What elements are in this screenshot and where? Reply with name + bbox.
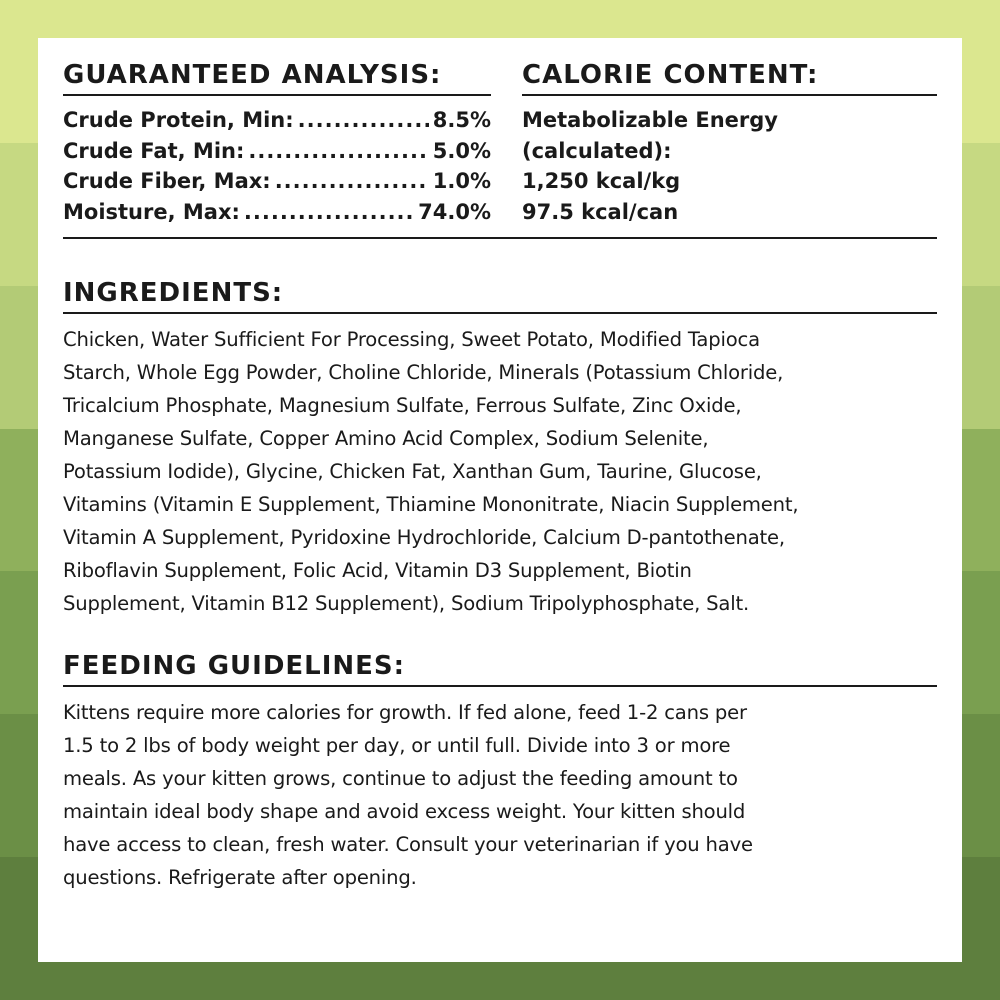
ingredients-rule (63, 312, 937, 314)
leader-dots (244, 200, 414, 224)
analysis-label: Crude Fat, Min: (63, 138, 245, 163)
analysis-value: 8.5% (432, 108, 491, 132)
feeding-guidelines-text: Kittens require more calories for growth. If fed alone, feed 1-2 cans per 1.5 to 2 lbs of body weight per day, or until full. Divide into 3 or more meals. As your kitten grows, continue to adjust the feeding amount to maintain ideal body shape and avoid excess weight. Your kitten should have access to clean, fresh water. Consult your veterinarian if you have questions. Refrigerate after opening. (63, 701, 753, 889)
analysis-value: 1.0% (432, 169, 491, 193)
leader-dots (298, 108, 429, 132)
ingredients-text: Chicken, Water Sufficient For Processing, Sweet Potato, Modified Tapioca Starch, Whole Egg Powder, Choline Chloride, Minerals (Potassium Chloride, Tricalcium Phosphate, Magnesium Sulfate, Ferrous Sulfate, Zinc Oxide, Manganese Sulfate, Copper Amino Acid Complex, Sodium Selenite, Potassium Iodide), Glycine, Chicken Fat, Xanthan Gum, Taurine, Glucose, Vitamins (Vitamin E Supplement, Thiamine Mononitrate, Niacin Supplement, Vitamin A Supplement, Pyridoxine Hydrochloride, Calcium D-pantothenate, Riboflavin Supplement, Folic Acid, Vitamin D3 Supplement, Biotin Supplement, Vitamin B12 Supplement), Sodium Tripolyphosphate, Salt. (63, 328, 799, 615)
section-divider-rule (63, 237, 937, 239)
analysis-label: Moisture, Max: (63, 199, 240, 224)
guaranteed-analysis-heading: GUARANTEED ANALYSIS: (63, 60, 442, 90)
guaranteed-analysis-table (63, 108, 491, 230)
calorie-content-heading: CALORIE CONTENT: (522, 60, 819, 90)
calorie-content-rule (522, 94, 937, 96)
analysis-label: Crude Fiber, Max: (63, 169, 271, 193)
ingredients-heading: INGREDIENTS: (63, 278, 284, 308)
analysis-row (63, 139, 491, 170)
analysis-value: 5.0% (432, 138, 491, 163)
leader-dots (248, 139, 428, 163)
feeding-guidelines-rule (63, 685, 937, 687)
analysis-row (63, 200, 491, 231)
analysis-row (63, 108, 491, 139)
feeding-guidelines-heading: FEEDING GUIDELINES: (63, 651, 406, 681)
analysis-row (63, 169, 491, 200)
leader-dots (275, 169, 429, 193)
calorie-line: Metabolizable Energy (522, 108, 778, 132)
calorie-content-block (522, 108, 922, 230)
label-panel (38, 38, 962, 962)
calorie-line: 97.5 kcal/can (522, 199, 679, 224)
guaranteed-analysis-rule (63, 94, 491, 96)
analysis-label: Crude Protein, Min: (63, 108, 294, 132)
calorie-line: (calculated): (522, 138, 672, 163)
calorie-line: 1,250 kcal/kg (522, 169, 681, 193)
analysis-value: 74.0% (418, 199, 491, 224)
